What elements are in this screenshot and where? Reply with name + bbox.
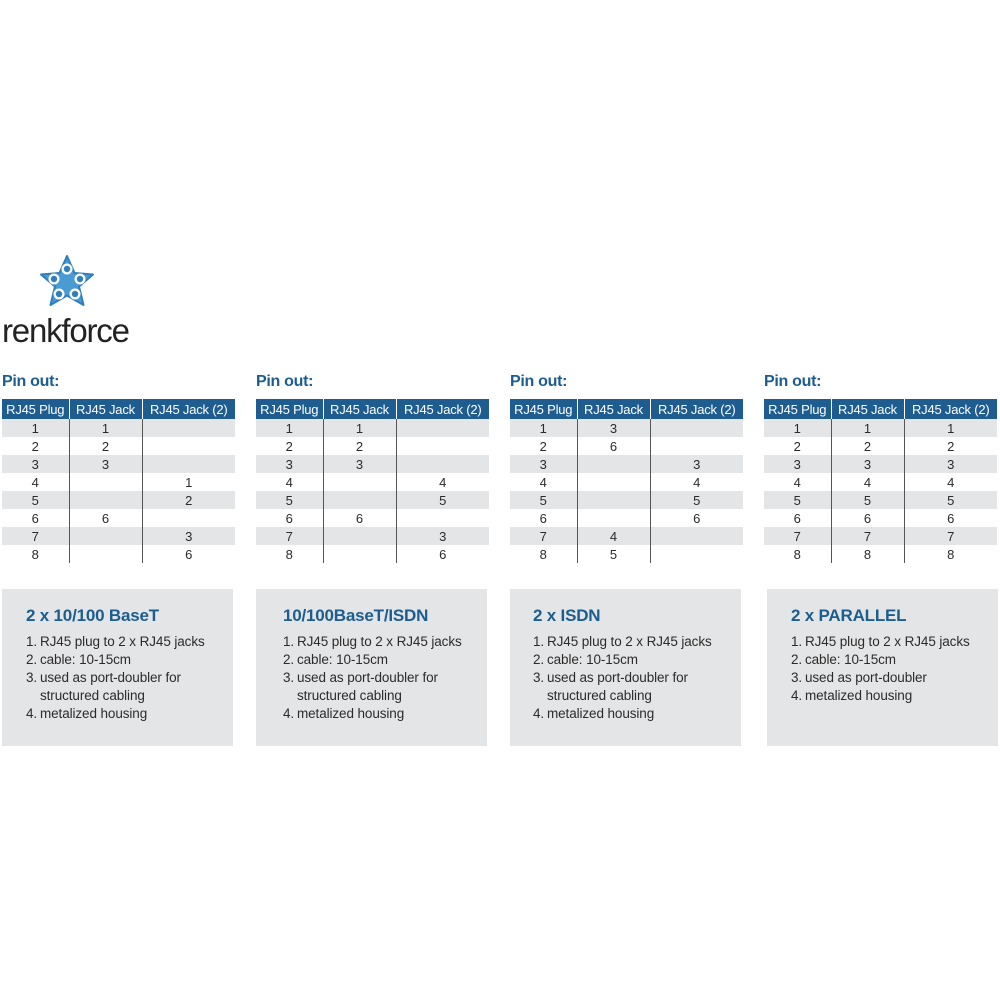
table-cell: 1 [831, 419, 904, 437]
pinout-group-1 [2, 372, 235, 563]
pinout-group-3 [510, 372, 743, 563]
table-row [2, 545, 235, 563]
table-row [2, 473, 235, 491]
column-header: RJ45 Jack [323, 399, 396, 419]
table-cell: 6 [31, 510, 39, 526]
table-cell [650, 527, 743, 545]
table-cell: 6 [396, 545, 489, 563]
table-cell: 3 [831, 455, 904, 473]
list-item: 3. used as port-doubler [791, 670, 927, 685]
column-header: RJ45 Jack (2) [142, 399, 235, 419]
table-row [764, 437, 997, 455]
feature-card-4 [767, 589, 998, 746]
table-cell: 2 [142, 491, 235, 509]
table-row [256, 509, 489, 527]
card-title: 2 x 10/100 BaseT [26, 606, 159, 625]
table-row [764, 545, 997, 563]
feature-card-3 [510, 589, 741, 746]
column-header: RJ45 Plug [510, 399, 577, 419]
column-header: RJ45 Jack (2) [904, 399, 997, 419]
list-item: 1. RJ45 plug to 2 x RJ45 jacks [26, 634, 205, 649]
brand-logo [0, 252, 140, 348]
table-cell: 1 [323, 419, 396, 437]
table-cell [323, 527, 396, 545]
table-cell: 1 [510, 419, 577, 437]
table-cell: 5 [256, 491, 323, 509]
table-row [256, 491, 489, 509]
column-header: RJ45 Plug [764, 399, 831, 419]
table-cell [396, 437, 489, 455]
table-row [510, 473, 743, 491]
table-row [2, 455, 235, 473]
pinout-group-4 [764, 372, 997, 563]
list-item: 4. metalized housing [791, 688, 913, 703]
table-cell [69, 527, 142, 545]
table-cell: 7 [256, 527, 323, 545]
table-cell: 4 [650, 473, 743, 491]
table-cell: 6 [539, 510, 547, 526]
table-cell: 3 [577, 419, 650, 437]
brand-name: renkforce [2, 312, 129, 349]
pinout-table [510, 399, 743, 563]
table-cell: 5 [396, 491, 489, 509]
table-row [510, 491, 743, 509]
list-item: 4. metalized housing [533, 706, 655, 721]
table-row [2, 491, 235, 509]
table-cell: 4 [831, 473, 904, 491]
table-cell [142, 419, 235, 437]
table-cell [396, 419, 489, 437]
table-row [764, 509, 997, 527]
table-cell: 3 [323, 455, 396, 473]
table-cell: 4 [577, 527, 650, 545]
column-header: RJ45 Plug [2, 399, 69, 419]
table-cell: 2 [323, 437, 396, 455]
table-cell: 6 [285, 510, 293, 526]
feature-list [283, 633, 487, 723]
column-header: RJ45 Jack [577, 399, 650, 419]
card-title: 10/100BaseT/ISDN [283, 606, 429, 625]
table-cell: 1 [142, 473, 235, 491]
table-row [510, 437, 743, 455]
table-cell: 5 [577, 545, 650, 563]
list-item: 2. cable: 10-15cm [283, 652, 388, 667]
table-cell: 2 [831, 437, 904, 455]
table-cell [650, 419, 743, 437]
table-cell: 7 [510, 527, 577, 545]
table-cell: 7 [764, 527, 831, 545]
table-cell [650, 437, 743, 455]
table-cell: 2 [793, 438, 801, 454]
table-cell: 4 [396, 473, 489, 491]
table-cell [323, 473, 396, 491]
table-cell [142, 455, 235, 473]
table-cell: 4 [793, 474, 801, 490]
table-cell: 8 [285, 546, 293, 562]
table-cell: 6 [650, 509, 743, 527]
table-cell: 6 [69, 509, 142, 527]
table-cell: 2 [285, 438, 293, 454]
list-item: 2. cable: 10-15cm [791, 652, 896, 667]
table-cell: 5 [510, 491, 577, 509]
table-cell: 6 [831, 509, 904, 527]
table-row [256, 473, 489, 491]
table-row [256, 437, 489, 455]
table-cell: 2 [539, 438, 547, 454]
table-row [510, 419, 743, 437]
table-cell: 8 [31, 546, 39, 562]
table-cell: 6 [577, 437, 650, 455]
table-cell [69, 545, 142, 563]
table-cell: 3 [69, 455, 142, 473]
table-cell: 3 [142, 527, 235, 545]
table-cell: 5 [764, 491, 831, 509]
table-cell: 3 [510, 455, 577, 473]
table-cell: 7 [904, 527, 997, 545]
table-row [510, 509, 743, 527]
list-item: 3. used as port-doubler for structured cabling [283, 670, 438, 703]
table-row [510, 545, 743, 563]
table-row [2, 527, 235, 545]
table-cell: 3 [2, 455, 69, 473]
feature-list [791, 633, 998, 705]
table-cell: 5 [831, 491, 904, 509]
column-header: RJ45 Jack [831, 399, 904, 419]
table-cell [323, 545, 396, 563]
table-row [764, 473, 997, 491]
table-cell: 1 [69, 419, 142, 437]
pinout-title: Pin out: [256, 373, 314, 390]
column-header: RJ45 Jack (2) [396, 399, 489, 419]
table-cell [69, 473, 142, 491]
table-cell: 8 [904, 545, 997, 563]
table-cell: 2 [31, 438, 39, 454]
table-cell: 2 [69, 437, 142, 455]
table-cell: 3 [650, 455, 743, 473]
list-item: 2. cable: 10-15cm [533, 652, 638, 667]
list-item: 3. used as port-doubler for structured cabling [26, 670, 181, 703]
table-cell: 3 [904, 455, 997, 473]
renkforce-star-icon [36, 252, 98, 314]
table-cell [142, 437, 235, 455]
table-cell: 2 [904, 437, 997, 455]
list-item: 1. RJ45 plug to 2 x RJ45 jacks [283, 634, 462, 649]
feature-list [533, 633, 741, 723]
table-cell: 3 [764, 455, 831, 473]
table-cell: 4 [539, 474, 547, 490]
table-cell: 3 [396, 527, 489, 545]
table-row [510, 527, 743, 545]
column-header: RJ45 Jack (2) [650, 399, 743, 419]
table-cell: 1 [904, 419, 997, 437]
table-row [510, 455, 743, 473]
pinout-title: Pin out: [510, 373, 568, 390]
list-item: 1. RJ45 plug to 2 x RJ45 jacks [791, 634, 970, 649]
table-cell [577, 455, 650, 473]
table-cell: 1 [764, 419, 831, 437]
table-row [764, 527, 997, 545]
table-row [256, 419, 489, 437]
table-cell: 4 [285, 474, 293, 490]
table-cell [323, 491, 396, 509]
feature-card-2 [256, 589, 487, 746]
feature-list [26, 633, 233, 723]
table-cell: 8 [539, 546, 547, 562]
table-cell [142, 509, 235, 527]
table-cell: 1 [2, 419, 69, 437]
table-cell: 8 [831, 545, 904, 563]
table-cell: 6 [142, 545, 235, 563]
table-cell: 6 [793, 510, 801, 526]
list-item: 1. RJ45 plug to 2 x RJ45 jacks [533, 634, 712, 649]
card-title: 2 x ISDN [533, 606, 601, 625]
table-row [764, 491, 997, 509]
table-cell [577, 509, 650, 527]
list-item: 4. metalized housing [283, 706, 405, 721]
table-cell: 5 [904, 491, 997, 509]
table-row [764, 455, 997, 473]
card-title: 2 x PARALLEL [791, 606, 907, 625]
table-cell: 8 [793, 546, 801, 562]
table-row [256, 545, 489, 563]
column-header: RJ45 Plug [256, 399, 323, 419]
table-cell [577, 491, 650, 509]
pinout-table [2, 399, 235, 563]
table-cell: 4 [31, 474, 39, 490]
table-cell: 6 [323, 509, 396, 527]
table-cell [650, 545, 743, 563]
pinout-group-2 [256, 372, 489, 563]
table-cell: 5 [650, 491, 743, 509]
table-row [2, 419, 235, 437]
table-cell [396, 509, 489, 527]
pinout-title: Pin out: [764, 373, 822, 390]
table-cell: 4 [904, 473, 997, 491]
table-cell: 3 [256, 455, 323, 473]
pinout-table [256, 399, 489, 563]
table-cell [69, 491, 142, 509]
column-header: RJ45 Jack [69, 399, 142, 419]
table-cell: 7 [831, 527, 904, 545]
table-row [764, 419, 997, 437]
table-row [256, 455, 489, 473]
pinout-table [764, 399, 997, 563]
list-item: 3. used as port-doubler for structured cabling [533, 670, 688, 703]
list-item: 4. metalized housing [26, 706, 148, 721]
table-cell [577, 473, 650, 491]
list-item: 2. cable: 10-15cm [26, 652, 131, 667]
table-cell: 5 [2, 491, 69, 509]
table-cell [396, 455, 489, 473]
table-cell: 6 [904, 509, 997, 527]
table-row [256, 527, 489, 545]
table-cell: 1 [256, 419, 323, 437]
feature-card-1 [2, 589, 233, 746]
pinout-title: Pin out: [2, 373, 60, 390]
table-row [2, 509, 235, 527]
table-row [2, 437, 235, 455]
table-cell: 7 [2, 527, 69, 545]
